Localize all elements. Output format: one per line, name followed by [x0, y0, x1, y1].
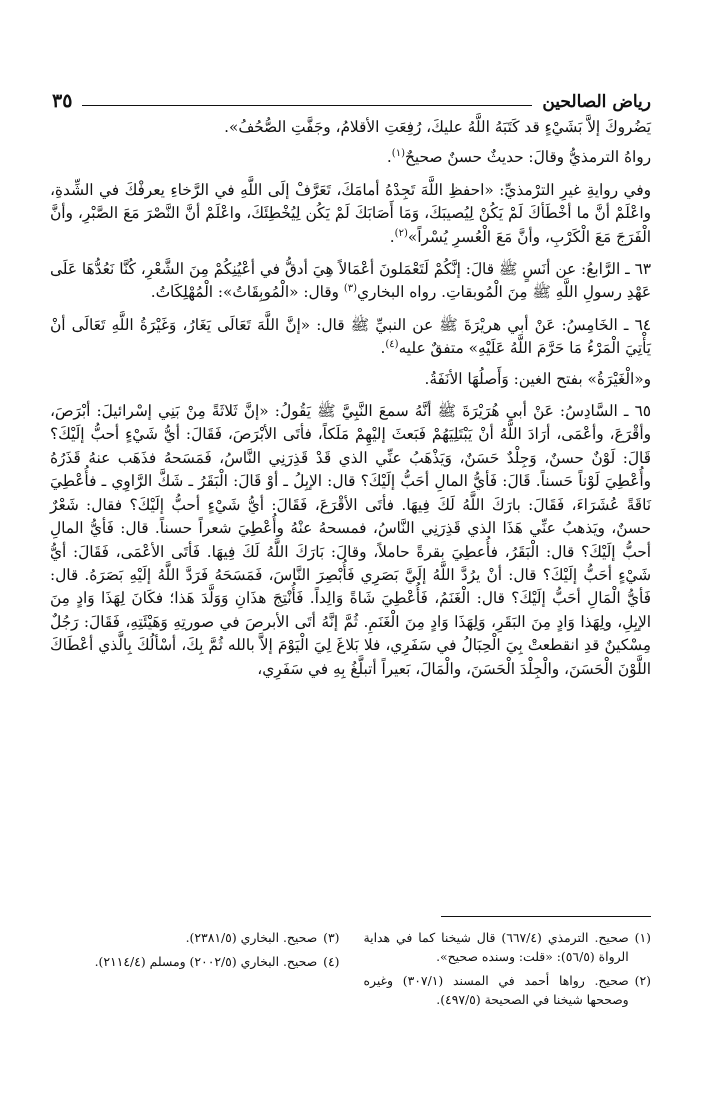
- footnote-2: (٢) صحيح. رواها أحمد في المسند (٣٠٧/١) وغيره وصححها شيخنا في الصحيحة (٤٩٧/٥).: [363, 973, 651, 1007]
- header-rule: [82, 105, 532, 106]
- hadith-63: ٦٣ ـ الرَّابعُ: عن أنَسٍ ﷺ قالَ: إنَّكُمْ لَتَعْمَلونَ أعْمَالاً هِيَ أدقُّ في أعْيُنِكُمْ مِنَ الشَّعْرِ، كُنَّا نَعُدُّهَا عَلَى عَهْدِ رسولِ اللَّهِ ﷺ مِنَ الْمُوبقاتِ. رواه البخاري$^{(٣)}$ وقال: «الْمُوبِقَاتُ»: الْمُهْلِكَاتُ.: [50, 260, 651, 302]
- main-text: [50, 116, 651, 688]
- footnote-column-left: [52, 928, 340, 1014]
- footnote-1: (١) صحيح. الترمذي (٦٦٧/٤) قال شيخنا كما في هداية الرواة (٥٦/٥): «قلت: وسنده صحيح».: [363, 930, 651, 964]
- page-number: ٣٥: [52, 90, 73, 112]
- footnote-ref-4: (٤): [385, 339, 399, 351]
- page-header: [52, 84, 651, 112]
- paragraph-2: رواهُ الترمذيُّ وقالَ: حديثٌ حسنٌ صحيحٌ$^{(١)}$.: [386, 148, 651, 167]
- footnote-ref-3: (٣): [343, 283, 357, 295]
- footnote-3: (٣) صحيح. البخاري (٢٣٨١/٥).: [185, 930, 340, 945]
- footnote-ref-1: (١): [391, 148, 405, 160]
- paragraph-3: وفي روايةِ غيرِ الترْمذيِّ: «احفظِ اللَّهَ تَجِدْهُ أمامَكَ، تَعَرَّفْ إلَى اللَّهِ في الرَّخاءِ يعرفْكَ في الشِّدةِ، واعْلَمْ أنَّ ما أخْطَأكَ لَمْ يَكُنْ لِيُصيبَكَ، وَمَا أَصَابَكَ لَمْ يَكُن لِيُخْطِئَكَ، واعْلَمْ أنَّ النَّصْرَ مَعَ الصَّبْرِ، وأنَّ الْفَرَجَ مَعَ الْكَرْبِ، وأنَّ مَعَ الْعُسرِ يُسْراً»$^{(٢)}$.: [50, 180, 651, 246]
- footnote-4: (٤) صحيح. البخاري (٢٠٠٢/٥) ومسلم (٢١١٤/٤).: [94, 954, 340, 969]
- footnotes: [52, 928, 651, 1014]
- paragraph-ghayra: و«الْغَيْرَةُ» بفتح الغين: وَأَصلُهَا الأنَفَةُ.: [424, 369, 651, 388]
- footnote-ref-2: (٢): [394, 227, 408, 239]
- hadith-64: ٦٤ ـ الخَامِسُ: عَنْ أبي هريْرَةَ ﷺ عن النبيِّ ﷺ قال: «إنَّ اللَّهَ تَعَالَى يَغَارُ، وَغَيْرَةُ اللَّهِ تَعَالَى أنْ يَأْتِيَ الْمَرْءُ مَا حَرَّمَ اللَّهُ عَلَيْهِ» متفقٌ عليه$^{(٤)}$.: [50, 315, 651, 358]
- hadith-65: ٦٥ ـ السَّادِسُ: عَنْ أبي هُرَيْرَةَ ﷺ أنَّهُ سمعَ النَّبِيَّ ﷺ يَقُولُ: «إنَّ ثَلاثَةً مِنْ بَنِي إسْرائيلَ: أبْرَصَ، وأقْرَعَ، وأعْمَى، أرَادَ اللَّهُ أنْ يَبْتَلِيَهُمْ فَبَعثَ إليْهِمْ مَلَكاً، فأتَى الأبْرَصَ، فَقَالَ: أيُّ شَيْءٍ أحبُّ إلَيْكَ؟ قَالَ: لَوْنٌ حسنٌ، وَجِلْدٌ حَسَنٌ، وَيَذْهَبُ عنِّي الذي قَدْ قَذِرَنِي النَّاسُ، فَمَسَحهُ فذَهَب عنهُ قَذَرُهُ وأُعْطِيَ لَوْناً حَسناً. قَالَ: فَأيُّ المالِ أحَبُّ إلَيْكَ؟ قال: الإبِلُ ـ أوْ قَالَ: الْبَقَرُ ـ شَكَّ الرَّاوِي ـ فأُعْطِيَ نَاقَةً عُشَرَاءَ، فَقَالَ: بارَكَ اللَّهُ لَكَ فِيهَا. فأتَى الأقْرَعَ، فَقَالَ: أيُّ شَيْءٍ أحبُّ إلَيْكَ؟ فقال: شَعْرٌ حسنٌ، ويَذهبُ عنِّي هَذَا الذي قَذِرَنِي النَّاسُ، فمسحهُ عنْهُ وأُعْطِيَ شعراً حسناً. قال: فَأيُّ المالِ أحبُّ إلَيْكَ؟ قال: الْبَقَرُ، فأُعطِيَ بقرةً حاملاً، وقالَ: بَارَكَ اللَّهُ لَكَ فِيهَا. فَأتَى الأعْمَى، فَقَالَ: أيُّ شَيْءٍ أحَبُّ إلَيْكَ؟ قال: أنْ يرُدَّ اللَّهُ إلَيَّ بَصَرِي فَأُبْصِرَ النَّاسَ، فَمَسَحَهُ فَرَدَّ اللَّهُ إلَيْهِ بَصَرَهُ. قال: فَأيُّ الْمَالِ أحَبُّ إلَيْكَ؟ قال: الْغَنَمُ، فَأُعْطِيَ شَاةً وَالِداً. فَأُنْتِجَ هذَانِ وَوَلَّدَ هَذا؛ فكَانَ لِهَذَا وَادٍ مِنَ الإبِلِ، ولِهَذا وَادٍ مِنَ البَقَرِ، وَلِهَذَا وَادٍ مِنَ الْغَنَمِ. ثُمَّ إنَّهُ أتَى الأبرصَ في صورتِهِ وَهَيْئَتِهِ، فَقَالَ: رَجُلٌ مِسْكينٌ قدِ انقطعتْ بِيَ الْحِبَالُ في سَفَرِي، فلا بَلاغَ لِيَ الْيَوْمَ إلاَّ بالله ثُمَّ بِكَ، أسْألُكَ بِالَّذي أعْطَاكَ اللَّوْنَ الْحَسَنَ، والْجِلْدَ الْحَسَنَ، والْمَالَ، بَعيراً أتبلَّغُ بِهِ في سَفَرِي،: [50, 402, 651, 678]
- running-title: رياض الصالحين: [542, 92, 651, 112]
- footnote-column-right: [363, 928, 651, 1014]
- paragraph-1: يَضُروكَ إلاَّ بَشَيْءٍ قد كَتَبَهُ اللَّهُ عليكَ، رُفِعَتِ الأقلامُ، وجَفَّتِ الصُّحُفُ».: [224, 118, 651, 136]
- footnote-rule: [441, 916, 651, 917]
